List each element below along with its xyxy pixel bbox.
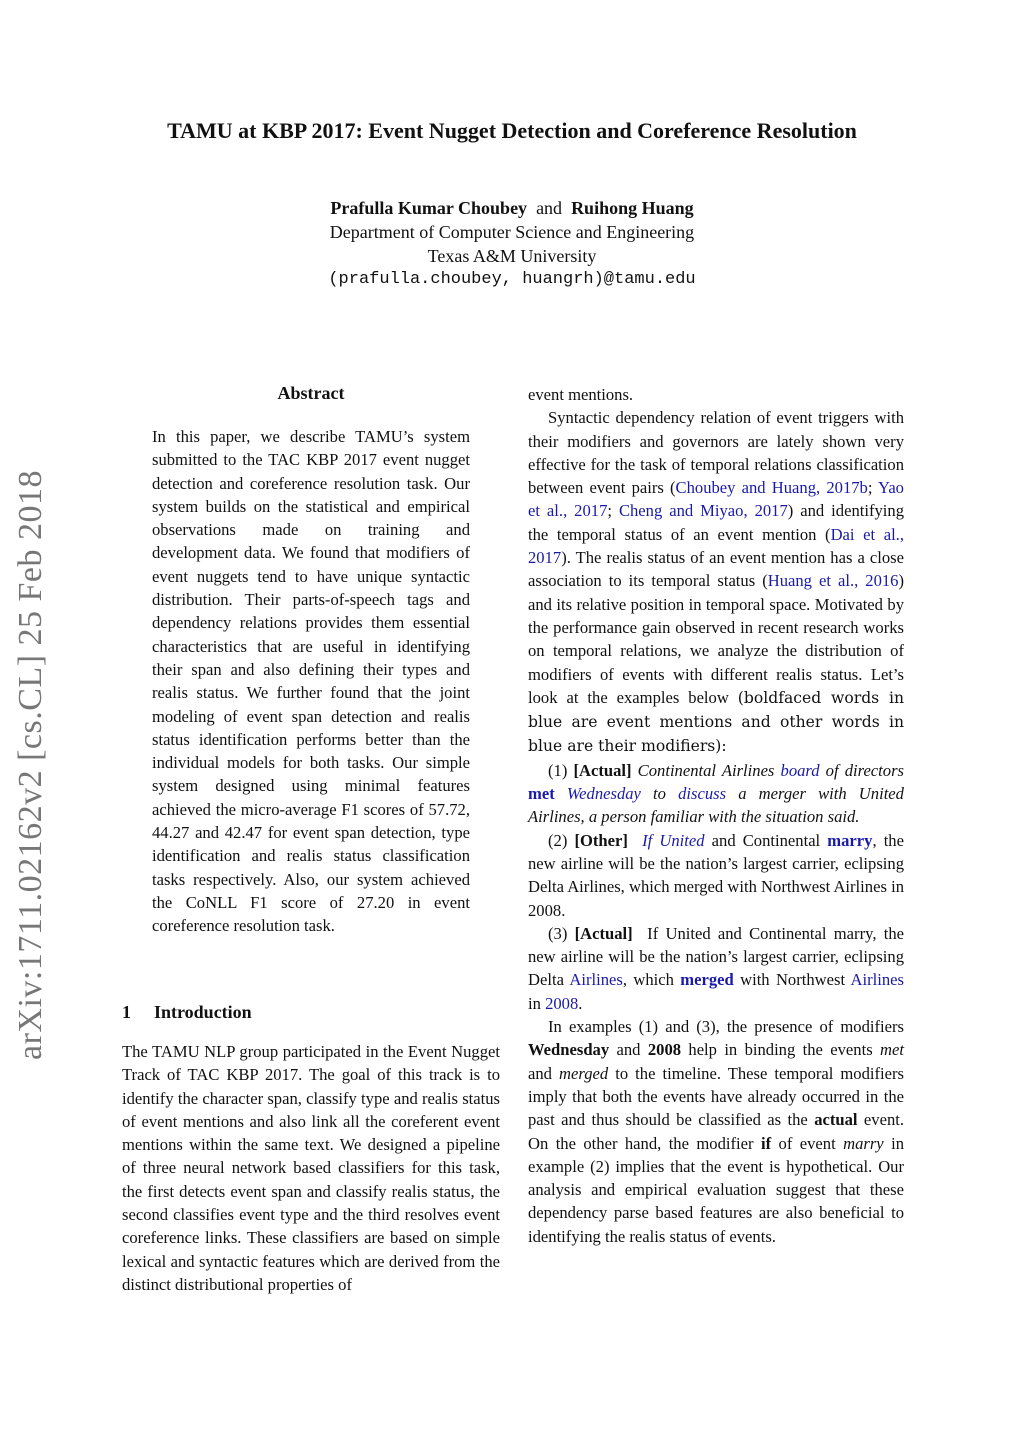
section-title: Introduction xyxy=(154,1002,252,1022)
text-span: (boldfaced words in blue are event mentions and other words in blue are their modifiers): xyxy=(528,688,904,756)
intro-body: The TAMU NLP group participated in the Event Nugget Track of TAC KBP 2017. The goal of this track is to identify the character span, classify type and realis status of event mentions and also link all the coreferent event mentions within the same text. We designed a pipeline of three neural network based classifiers for this task, the first detects event span and classify realis status, the second classifies event type and the third resolves event coreference links. These classifiers are based on simple lexical and syntactic features which are derived from the distinct distributional properties of xyxy=(122,1042,500,1294)
author-name: Prafulla Kumar Choubey xyxy=(330,198,528,218)
citation-link[interactable]: Choubey and Huang, 2017b xyxy=(675,478,868,498)
abstract-heading: Abstract xyxy=(277,383,345,403)
abstract-body: In this paper, we describe TAMU’s system submitted to the TAC KBP 2017 event nugget detection and coreference resolution task. Our system builds on the statistical and empirical observations made on training and development data. We found that modifiers of event nuggets tend to have unique syntactic distribution. Their parts-of-speech tags and dependency relations provides them essential characteristics that are useful in identifying their span and also defining their types and realis status. We further found that the joint modeling of event span detection and realis status identification performs better than the individual models for both tasks. Our simple system designed using minimal features achieved the micro-average F1 scores of 57.72, 44.27 and 42.47 for event span detection, type identification and realis status classification tasks respectively. Also, our system achieved the CoNLL F1 score of 27.20 in event coreference resolution task. xyxy=(152,427,470,936)
section-number: 1 xyxy=(122,1002,131,1022)
text-span: ) and its relative position in temporal space. Motivated by the performance gain observed in recent research works on temporal relations, we analyze the distribution of modifiers of events with different realis status. Let’s look at the examples below xyxy=(528,571,904,707)
arxiv-stamp: arXiv:1711.02162v2 [cs.CL] 25 Feb 2018 xyxy=(12,469,49,1060)
author-university: Texas A&M University xyxy=(427,246,597,266)
author-name: Ruihong Huang xyxy=(571,198,694,218)
example-3: (3) [Actual] If United and Continental marry, the new airline will be the nation’s largest carrier, eclipsing Delta Airlines, which merged with Northwest Airlines in 2008. xyxy=(528,923,905,1013)
paragraph: Syntactic dependency relation of event triggers with their modifiers and governors are lately shown very effective for the task of temporal relations classification between event pairs (Choubey and Huang, 2017b; Yao et al., 2017; Cheng and Miyao, 2017) and identifying the temporal status of an event mention (Dai et al., 2017). The realis status of an event mention has a close association to its temporal status (Huang et al., 2016) and its relative position in temporal space. Motivated by the performance gain observed in recent research works on temporal relations, we analyze the distribution of modifiers of events with different realis status. Let’s look at the examples below (boldfaced words in blue are event mentions and other words in blue are their modifiers): xyxy=(528,408,904,756)
paper-title: TAMU at KBP 2017: Event Nugget Detection and Coreference Resolution xyxy=(167,118,857,143)
continued-text: event mentions. xyxy=(528,385,634,404)
author-block xyxy=(0,196,1024,292)
citation-link[interactable]: Cheng and Miyao, 2017 xyxy=(618,501,788,521)
citation-link[interactable]: Huang et al., 2016 xyxy=(767,571,899,591)
text-span: ) and identifying the temporal status of an event mention ( xyxy=(528,501,904,544)
right-column xyxy=(528,383,904,1248)
section-heading xyxy=(122,1002,252,1023)
citation-link[interactable]: Dai et al., 2017 xyxy=(528,524,904,568)
citation-link[interactable]: Yao et al., 2017 xyxy=(528,478,904,521)
paragraph: In examples (1) and (3), the presence of modifiers Wednesday and 2008 help in binding the events met and merged to the timeline. These temporal modifiers imply that both the events have already occurred in the past and thus should be classified as the actual event. On the other hand, the modifier if of event marry in example (2) implies that the event is hypothetical. Our analysis and empirical evaluation suggest that these dependency parse based features are also beneficial to identifying the realis status of events. xyxy=(528,1017,905,1246)
example-1: (1) [Actual] Continental Airlines board of directors met Wednesday to discuss a merger with United Airlines, a person familiar with the situation said. xyxy=(528,760,904,827)
text-span: Syntactic dependency relation of event triggers with their modifiers and governors are lately shown very effective for the task of temporal relations classification between event pairs ( xyxy=(528,408,904,498)
author-conjunction: and xyxy=(536,198,563,218)
text-span: ). The realis status of an event mention has a close association to its temporal status ( xyxy=(528,548,904,591)
author-department: Department of Computer Science and Engineering xyxy=(329,222,695,242)
author-email: (prafulla.choubey, huangrh)@tamu.edu xyxy=(328,270,696,289)
example-2: (2) [Other] If United and Continental marry, the new airline will be the nation’s largest carrier, eclipsing Delta Airlines, which merged with Northwest Airlines in 2008. xyxy=(528,830,904,920)
